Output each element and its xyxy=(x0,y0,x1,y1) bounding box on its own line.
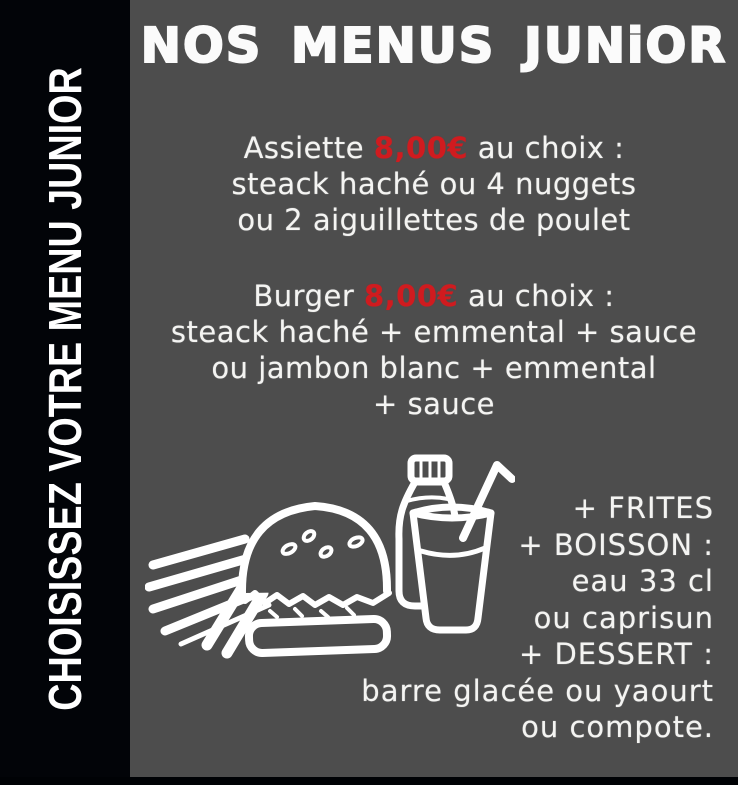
sidebar-band xyxy=(0,0,130,777)
assiette-line: steack haché ou 4 nuggets xyxy=(231,167,637,201)
assiette-section xyxy=(130,130,738,238)
extras-line: ou caprisun xyxy=(533,600,714,635)
extras-line: eau 33 cl xyxy=(571,564,714,598)
assiette-headline xyxy=(130,130,738,166)
burger-section xyxy=(130,278,738,422)
burger-price: 8,00€ xyxy=(363,279,459,313)
page-title: NOS MENUS JUNiOR xyxy=(140,18,728,74)
extras-section xyxy=(361,490,714,746)
extras-line: + DESSERT : xyxy=(518,637,714,671)
burger-line: + sauce xyxy=(372,387,496,421)
sidebar-label: CHOISISSEZ VOTRE MENU JUNIOR xyxy=(39,66,91,711)
extras-line: barre glacée ou yaourt xyxy=(361,673,714,708)
burger-suffix: au choix : xyxy=(467,279,615,313)
assiette-line: ou 2 aiguillettes de poulet xyxy=(237,203,631,237)
extras-line: + FRITES xyxy=(572,491,714,525)
patty-texture xyxy=(270,608,354,617)
assiette-name: Assiette xyxy=(243,131,365,165)
menu-board xyxy=(130,0,738,777)
assiette-price: 8,00€ xyxy=(373,131,469,165)
burger-line: ou jambon blanc + emmental xyxy=(211,351,657,385)
assiette-suffix: au choix : xyxy=(477,131,625,165)
extras-line: ou compote. xyxy=(521,710,714,744)
burger-headline xyxy=(130,278,738,314)
burger-line: steack haché + emmental + sauce xyxy=(170,315,698,349)
extras-line: + BOISSON : xyxy=(518,527,714,562)
burger-name: Burger xyxy=(253,279,355,313)
